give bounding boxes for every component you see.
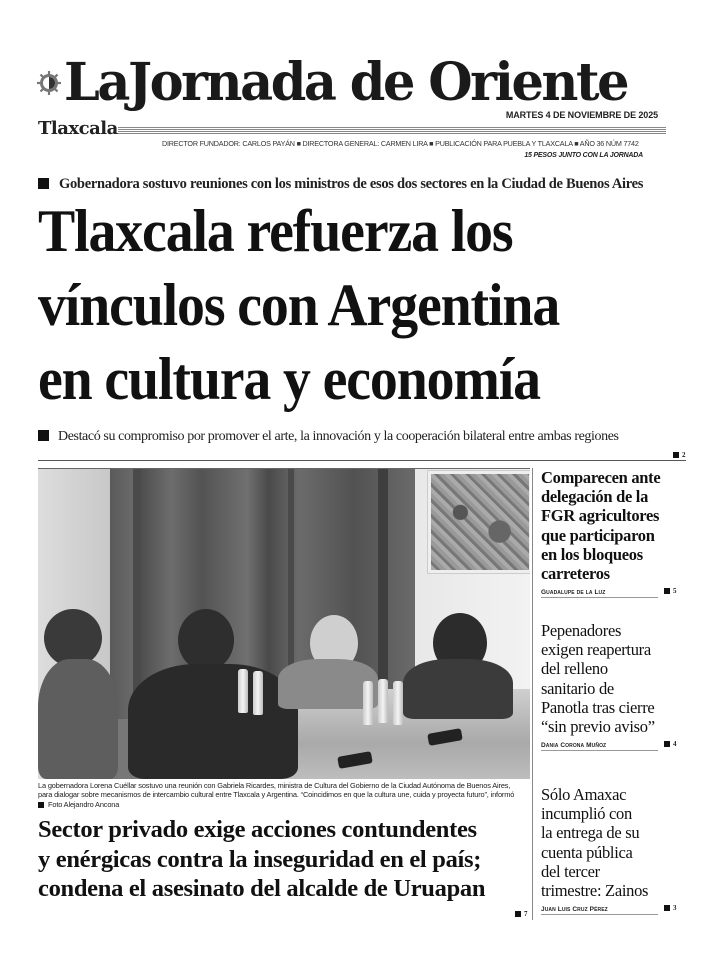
brief-story[interactable] — [541, 468, 691, 598]
page-reference[interactable] — [673, 451, 686, 459]
photo-bottle — [363, 681, 373, 725]
lead-kicker-text: Gobernadora sostuvo reuniones con los ministros de esos dos sectores en la Ciudad de Buenos Aires — [59, 176, 644, 192]
photo-bottle — [238, 669, 248, 713]
page-number: 5 — [673, 586, 677, 595]
brief-title-line: Sólo Amaxac — [541, 785, 627, 804]
byline-author: Dania Corona Muñoz — [541, 742, 607, 750]
photo-bottle — [253, 671, 263, 715]
second-story-headline[interactable] — [38, 815, 538, 904]
headline-line: en cultura y economía — [38, 346, 540, 412]
newspaper-logo-title[interactable]: LaJornada de Oriente — [64, 52, 628, 113]
headline-line: Sector privado exige acciones contundentes — [38, 816, 477, 843]
caption-line: La gobernadora Lorena Cuéllar sostuvo una reunión con Gabriela Ricardes, ministra de Cultura del Gobierno de la Ciudad Autónoma de Buenos Aires, — [38, 781, 511, 790]
caption-line: para dialogar sobre mecanismos de intercambio cultural entre Tlaxcala y Argentina. “Coincidimos en que la cultura une, cuida y proyecta futuro”, informó — [38, 790, 515, 800]
brief-title-line: trimestre: Zainos — [541, 881, 649, 901]
brief-title — [541, 785, 691, 900]
brief-title-line: incumplió con — [541, 804, 632, 824]
photo-caption — [38, 781, 530, 809]
photo-person — [403, 659, 513, 719]
photo-bottle — [378, 679, 388, 723]
brief-byline — [541, 589, 658, 598]
bullet-square-icon — [664, 741, 670, 747]
brief-byline — [541, 906, 658, 915]
lead-subhead — [38, 429, 619, 445]
bullet-square-icon — [38, 178, 49, 189]
page-reference[interactable] — [515, 910, 528, 918]
byline-author: Juan Luis Cruz Pérez — [541, 906, 608, 914]
page-number: 3 — [673, 903, 677, 912]
brief-title-line: Panotla tras cierre — [541, 697, 655, 717]
lead-divider — [38, 460, 686, 461]
brief-title-line: cuenta pública — [541, 842, 633, 862]
brief-title-line: del relleno — [541, 659, 608, 679]
issue-date: MARTES 4 DE NOVIEMBRE DE 2025 — [505, 110, 658, 120]
headline-line: vínculos con Argentina — [38, 272, 560, 338]
brief-title-line: que participaron — [541, 525, 655, 545]
photo-painting — [428, 471, 530, 573]
brief-title-line: Comparecen ante — [541, 468, 661, 487]
brief-title-line: “sin previo aviso” — [541, 717, 655, 737]
photo-person — [178, 609, 234, 671]
brief-title-line: del tercer — [541, 861, 600, 881]
masthead — [36, 50, 666, 116]
bullet-square-icon — [673, 452, 679, 458]
brief-title-line: exigen reapertura — [541, 640, 651, 660]
brief-title-line: Pepenadores — [541, 621, 622, 640]
page-reference[interactable] — [664, 904, 677, 912]
bullet-square-icon — [664, 905, 670, 911]
photo-panel — [133, 469, 141, 699]
brief-story[interactable] — [541, 621, 691, 751]
brief-title-line: la entrega de su — [541, 823, 640, 843]
brief-title — [541, 468, 691, 583]
sidebar-divider — [532, 468, 533, 920]
page-number: 7 — [524, 910, 528, 918]
bullet-square-icon — [664, 588, 670, 594]
section-divider — [118, 127, 666, 135]
page-number: 4 — [673, 739, 677, 748]
bullet-square-icon — [515, 911, 521, 917]
byline-author: Guadalupe de la Luz — [541, 589, 606, 597]
photo-bottle — [393, 681, 403, 725]
headline-line: y enérgicas contra la inseguridad en el país; — [38, 845, 482, 873]
lead-kicker — [38, 176, 643, 193]
photo-credit: Foto Alejandro Ancona — [48, 799, 120, 809]
brief-title — [541, 621, 691, 736]
page-reference[interactable] — [664, 740, 677, 748]
photo-person — [128, 664, 298, 779]
page-number: 2 — [682, 451, 686, 459]
price-notice: 15 PESOS JUNTO CON LA JORNADA — [524, 152, 643, 159]
brief-byline — [541, 742, 658, 751]
lead-photo[interactable] — [38, 468, 530, 779]
brief-title-line: FGR agricultores — [541, 506, 660, 526]
headline-line: condena el asesinato del alcalde de Uruapan — [38, 875, 486, 902]
brief-story[interactable] — [541, 785, 691, 915]
brief-title-line: delegación de la — [541, 487, 649, 507]
sun-gear-emblem-icon — [36, 70, 62, 96]
lead-subhead-text: Destacó su compromiso por promover el arte, la innovación y la cooperación bilateral entre ambas regiones — [58, 429, 619, 444]
bullet-square-icon — [38, 430, 49, 441]
edition-section-name: Tlaxcala — [38, 118, 118, 139]
bullet-square-icon — [38, 802, 44, 808]
publication-credits: DIRECTOR FUNDADOR: CARLOS PAYÁN ■ DIRECTORA GENERAL: CARMEN LIRA ■ PUBLICACIÓN PARA PUEBLA Y TLAXCALA ■ AÑO 36 NÚM 7742 — [162, 139, 639, 148]
brief-title-line: sanitario de — [541, 678, 614, 698]
brief-title-line: en los bloqueos — [541, 544, 643, 564]
headline-line: Tlaxcala refuerza los — [38, 198, 513, 264]
lead-headline[interactable] — [38, 194, 652, 416]
photo-person — [38, 659, 118, 779]
brief-title-line: carreteros — [541, 564, 610, 584]
page-reference[interactable] — [664, 587, 677, 595]
